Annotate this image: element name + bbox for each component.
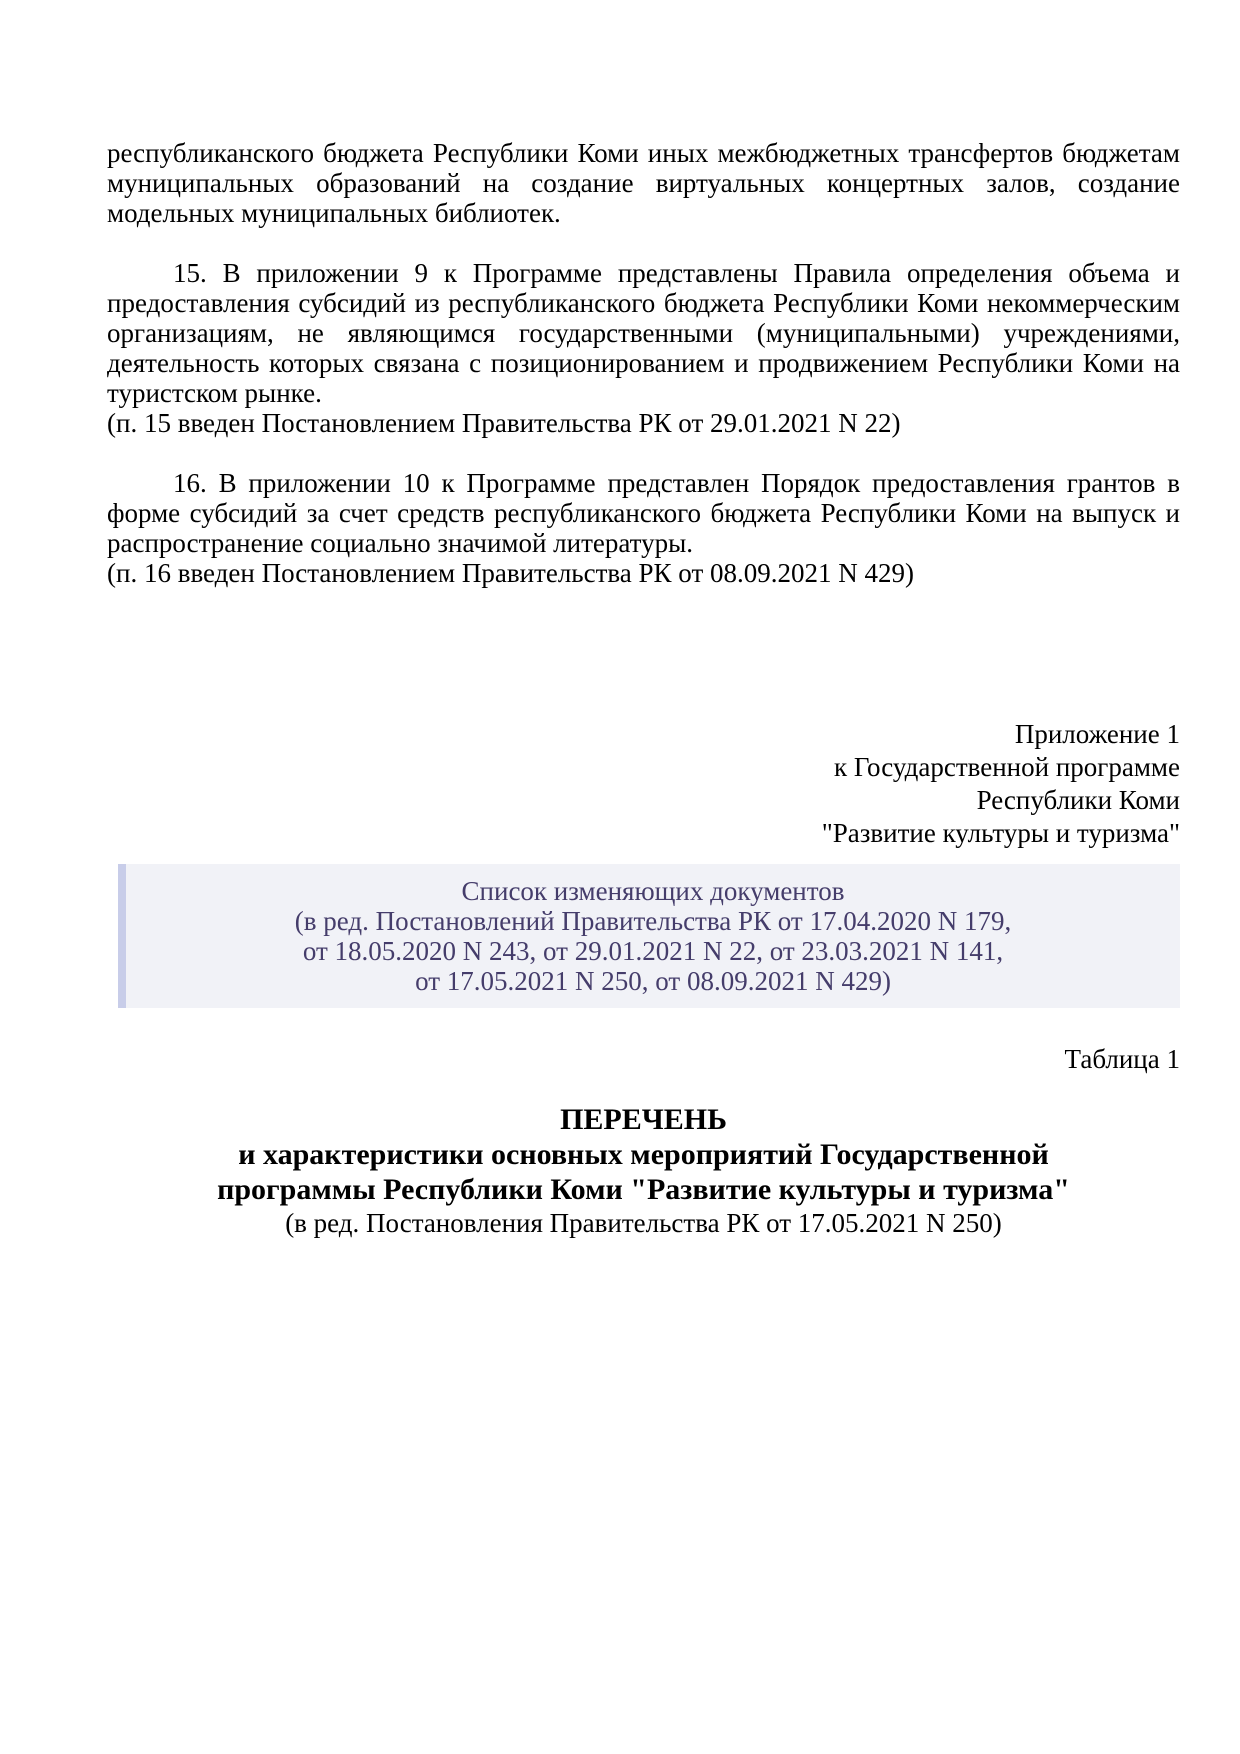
amendments-box-line-2: (в ред. Постановлений Правительства РК от 17.04.2020 N 179, [294, 906, 1012, 936]
heading-subtitle-line-2: программы Республики Коми "Развитие культуры и туризма" [217, 1173, 1070, 1206]
paragraph-15-amendment-note: (п. 15 введен Постановлением Правительства РК от 29.01.2021 N 22) [107, 408, 901, 438]
appendix-line-4: "Развитие культуры и туризма" [821, 818, 1180, 848]
appendix-reference-block [107, 718, 1180, 850]
amendments-box-line-4: от 17.05.2021 N 250, от 08.09.2021 N 429) [415, 966, 891, 996]
appendix-line-2: к Государственной программе [833, 752, 1180, 782]
amendments-box-line-3: от 18.05.2020 N 243, от 29.01.2021 N 22, от 23.03.2021 N 141, [302, 936, 1004, 966]
paragraph-16-amendment-note: (п. 16 введен Постановлением Правительства РК от 08.09.2021 N 429) [107, 558, 914, 588]
document-content [107, 138, 1180, 1239]
paragraph-16: 16. В приложении 10 к Программе представлен Порядок предоставления грантов в форме субсидий за счет средств республиканского бюджета Республики Коми на выпуск и распространение социально значимой литературы. [107, 468, 1180, 558]
appendix-line-3: Республики Коми [976, 785, 1180, 815]
amendments-box-title: Список изменяющих документов [461, 876, 845, 906]
heading-subtitle-line-1: и характеристики основных мероприятий Государственной [238, 1138, 1049, 1171]
paragraph-15: 15. В приложении 9 к Программе представлены Правила определения объема и предоставления субсидий из республиканского бюджета Республики Коми некоммерческим организациям, не являющимся государственными (муниципальными) учреждениями, деятельность которых связана с позиционированием и продвижением Республики Коми на туристском рынке. [107, 258, 1180, 408]
amending-documents-box [118, 864, 1180, 1008]
heading-amendment-note: (в ред. Постановления Правительства РК от 17.05.2021 N 250) [285, 1208, 1002, 1238]
heading-title: ПЕРЕЧЕНЬ [560, 1103, 727, 1136]
paragraph-14-continuation: республиканского бюджета Республики Коми иных межбюджетных трансфертов бюджетам муниципальных образований на создание виртуальных концертных залов, создание модельных муниципальных библиотек. [107, 138, 1180, 228]
table-heading-block [107, 1102, 1180, 1239]
table-1-label: Таблица 1 [1064, 1044, 1180, 1074]
appendix-line-1: Приложение 1 [1014, 719, 1180, 749]
